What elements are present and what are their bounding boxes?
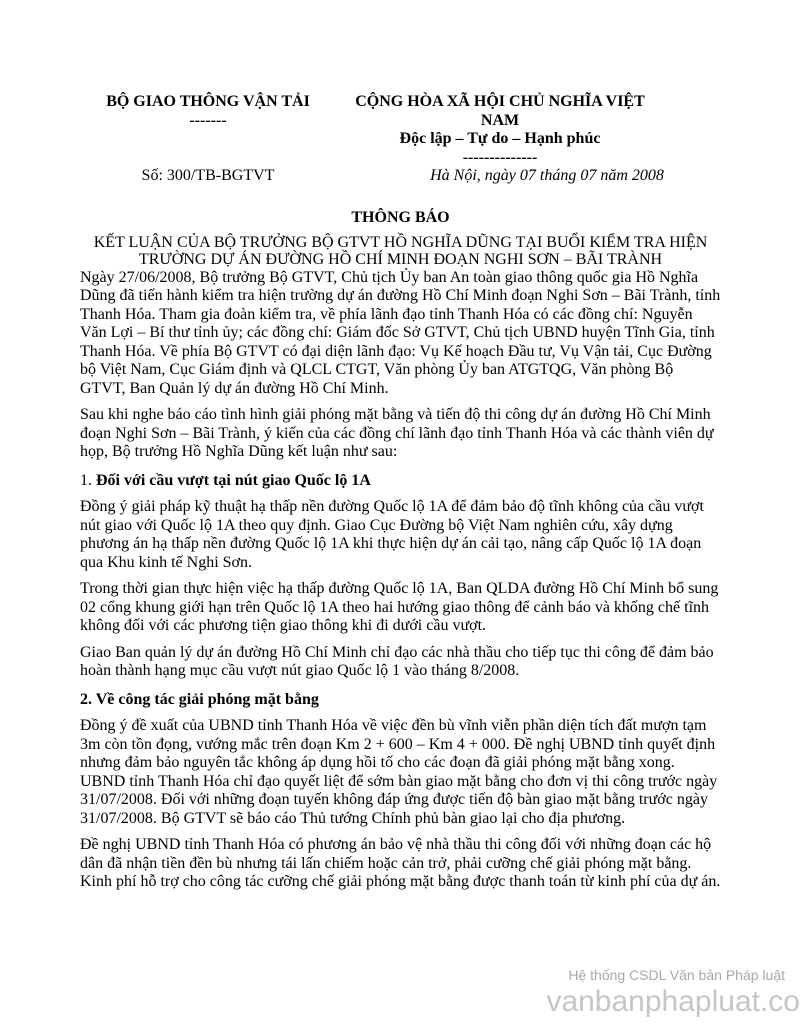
motto-divider: -------------- xyxy=(462,148,538,166)
body-paragraph: Giao Ban quản lý dự án đường Hồ Chí Minh chỉ đạo các nhà thầu cho tiếp tục thi công để đảm bảo hoàn thành hạng mục cầu vượt nút giao Quốc lộ 1 vào tháng 8/2008. xyxy=(80,643,714,679)
watermark xyxy=(546,965,800,1019)
section-heading-text: Đối với cầu vượt tại nút giao Quốc lộ 1A xyxy=(96,471,371,489)
agency-name: BỘ GIAO THÔNG VẬN TẢI xyxy=(106,93,310,110)
document-meta-row xyxy=(80,167,721,186)
section-heading-text: Về công tác giải phóng mặt bằng xyxy=(95,690,319,708)
agency-divider: ------- xyxy=(189,111,227,129)
national-heading-block xyxy=(350,93,650,167)
body-paragraph: Đồng ý đề xuất của UBND tỉnh Thanh Hóa về việc đền bù vĩnh viễn phần diện tích đất mượn tạm 3m còn tồn đọng, vướng mắc trên đoạn Km 2 + 600 – Km 4 + 000. Đề nghị UBND tỉnh quyết định nhưng đảm bảo nguyên tắc không áp dụng hồi tố cho các đoạn đã giải phóng mặt bằng xong. UBND tỉnh Thanh Hóa chỉ đạo quyết liệt để sớm bàn giao mặt bằng cho đơn vị thi công trước ngày 31/07/2008. Đối với những đoạn tuyến không đáp ứng được tiến độ bàn giao mặt bằng trước ngày 31/07/2008. Bộ GTVT sẽ báo cáo Thủ tướng Chính phủ bàn giao lại cho địa phương. xyxy=(80,717,718,827)
national-title: CỘNG HÒA XÃ HỘI CHỦ NGHĨA VIỆT NAM xyxy=(355,93,645,129)
watermark-caption: Hệ thống CSDL Văn bản Pháp luật xyxy=(568,967,785,983)
section-number: 1. xyxy=(80,471,92,489)
issuing-agency-block xyxy=(80,93,336,130)
document-content xyxy=(80,269,721,892)
document-body xyxy=(80,93,721,892)
section-heading xyxy=(80,472,721,491)
section-heading xyxy=(80,691,721,710)
body-paragraph: Sau khi nghe báo cáo tình hình giải phóng mặt bằng và tiến độ thi công dự án đường Hồ Chí Minh đoạn Nghi Sơn – Bãi Trành, ý kiến của các đồng chí lãnh đạo tỉnh Thanh Hóa và các thành viên dự họp, Bộ trưởng Hồ Nghĩa Dũng kết luận như sau: xyxy=(80,406,714,460)
document-subtitle: KẾT LUẬN CỦA BỘ TRƯỞNG BỘ GTVT HỒ NGHĨA DŨNG TẠI BUỔI KIỂM TRA HIỆN TRƯỜNG DỰ ÁN ĐƯỜNG HỒ CHÍ MINH ĐOẠN NGHI SƠN – BÃI TRÀNH xyxy=(93,233,708,268)
body-paragraph: Đề nghị UBND tỉnh Thanh Hóa có phương án bảo vệ nhà thầu thi công đối với những đoạn các hộ dân đã nhận tiền đền bù nhưng tái lấn chiếm hoặc cản trở, phải cưỡng chế giải phóng mặt bằng. Kinh phí hỗ trợ cho công tác cưỡng chế giải phóng mặt bằng được thanh toán từ kinh phí của dự án. xyxy=(80,836,721,890)
document-header xyxy=(80,93,721,167)
section-number: 2. xyxy=(80,690,92,708)
national-motto: Độc lập – Tự do – Hạnh phúc xyxy=(399,130,601,147)
watermark-site: vanbanphapluat.co xyxy=(546,985,800,1018)
place-and-date: Hà Nội, ngày 07 tháng 07 năm 2008 xyxy=(430,167,664,184)
body-paragraph: Đồng ý giải pháp kỹ thuật hạ thấp nền đường Quốc lộ 1A để đảm bảo độ tĩnh không của cầu vượt nút giao với Quốc lộ 1A theo quy định. Giao Cục Đường bộ Việt Nam nghiên cứu, xây dựng phương án hạ thấp nền đường Quốc lộ 1A khi thực hiện dự án cải tạo, nâng cấp Quốc lộ 1A đoạn qua Khu kinh tế Nghi Sơn. xyxy=(80,498,704,571)
document-title: THÔNG BÁO xyxy=(351,208,450,226)
body-paragraph: Ngày 27/06/2008, Bộ trưởng Bộ GTVT, Chủ tịch Ủy ban An toàn giao thông quốc gia Hồ Nghĩa Dũng đã tiến hành kiểm tra hiện trường dự án đường Hồ Chí Minh đoạn Nghi Sơn – Bãi Trành, tỉnh Thanh Hóa. Tham gia đoàn kiểm tra, về phía lãnh đạo tỉnh Thanh Hóa có các đồng chí: Nguyễn Văn Lợi – Bí thư tỉnh ủy; các đồng chí: Giám đốc Sở GTVT, Chủ tịch UBND huyện Tĩnh Gia, tỉnh Thanh Hóa. Về phía Bộ GTVT có đại diện lãnh đạo: Vụ Kế hoạch Đầu tư, Vụ Vận tải, Cục Đường bộ Việt Nam, Cục Giám định và QLCL CTGT, Văn phòng Ủy ban ATGTQG, Văn phòng Bộ GTVT, Ban Quản lý dự án đường Hồ Chí Minh. xyxy=(80,268,721,397)
body-paragraph: Trong thời gian thực hiện việc hạ thấp đường Quốc lộ 1A, Ban QLDA đường Hồ Chí Minh bổ sung 02 cổng khung giới hạn trên Quốc lộ 1A theo hai hướng giao thông để cảnh báo và khống chế tĩnh không đối với các phương tiện giao thông khi đi dưới cầu vượt. xyxy=(80,580,719,634)
document-number: Số: 300/TB-BGTVT xyxy=(141,167,275,184)
